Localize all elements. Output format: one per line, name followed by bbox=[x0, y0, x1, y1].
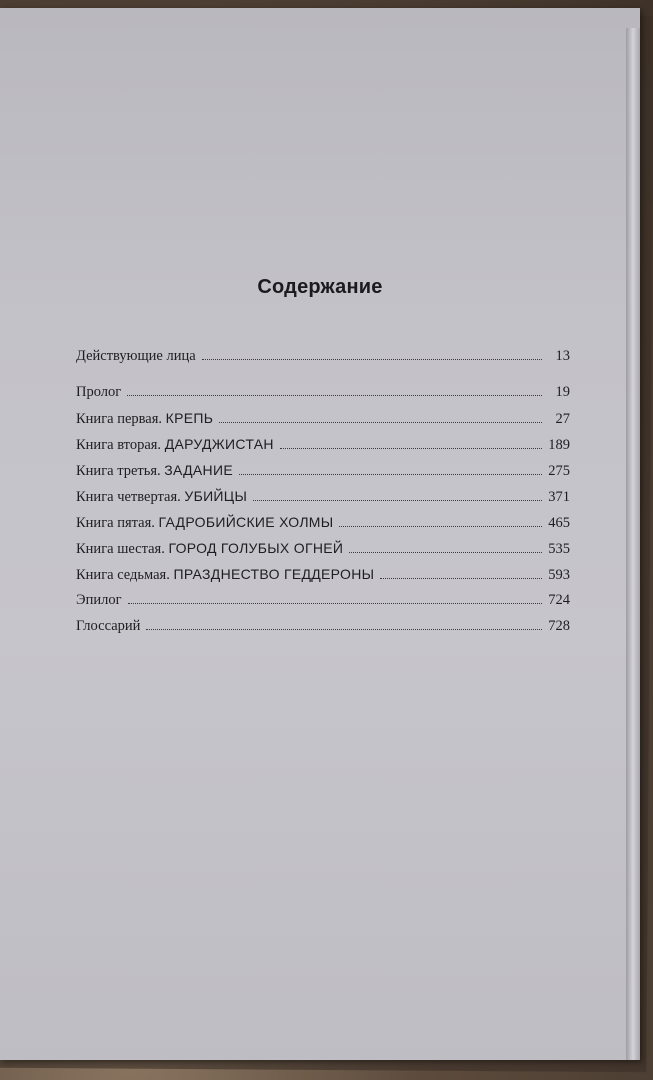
toc-entry-title: Книга третья. ЗАДАНИЕ bbox=[76, 462, 233, 479]
toc-entry[interactable] bbox=[76, 462, 570, 488]
book-page bbox=[0, 8, 640, 1060]
toc-entry[interactable] bbox=[76, 488, 570, 514]
toc-page-number: 535 bbox=[548, 541, 570, 557]
dot-leader bbox=[339, 526, 542, 527]
toc-page-number: 189 bbox=[548, 437, 570, 453]
page-edge bbox=[626, 28, 640, 1060]
toc-entry-title: Действующие лица bbox=[76, 348, 196, 364]
toc-entry[interactable] bbox=[76, 618, 570, 644]
toc-entry[interactable] bbox=[76, 348, 570, 374]
toc-entry-title: Книга четвертая. УБИЙЦЫ bbox=[76, 488, 248, 505]
dot-leader bbox=[349, 552, 542, 553]
toc-entry-title: Книга шестая. ГОРОД ГОЛУБЫХ ОГНЕЙ bbox=[76, 540, 344, 557]
toc-page-number: 728 bbox=[548, 618, 570, 634]
dot-leader bbox=[253, 500, 542, 501]
toc-entry-title: Книга первая. КРЕПЬ bbox=[76, 410, 214, 427]
dot-leader bbox=[239, 474, 542, 475]
dot-leader bbox=[380, 578, 542, 579]
toc-entry[interactable] bbox=[76, 540, 570, 566]
toc-entry-title: Книга пятая. ГАДРОБИЙСКИЕ ХОЛМЫ bbox=[76, 514, 334, 531]
toc-entry[interactable] bbox=[76, 410, 570, 436]
toc-entry-title: Эпилог bbox=[76, 592, 122, 608]
toc-entry-title: Книга седьмая. ПРАЗДНЕСТВО ГЕДДЕРОНЫ bbox=[76, 566, 375, 583]
toc-page-number: 27 bbox=[555, 411, 570, 427]
dot-leader bbox=[202, 359, 542, 360]
dot-leader bbox=[280, 448, 542, 449]
toc-entry[interactable] bbox=[76, 436, 570, 462]
toc-page-number: 275 bbox=[548, 463, 570, 479]
dot-leader bbox=[146, 629, 542, 630]
table-of-contents bbox=[76, 348, 570, 644]
toc-entry-title: Глоссарий bbox=[76, 618, 141, 634]
toc-entry-title: Книга вторая. ДАРУДЖИСТАН bbox=[76, 436, 274, 453]
toc-entry[interactable] bbox=[76, 592, 570, 618]
dot-leader bbox=[127, 395, 542, 396]
page-title: Содержание bbox=[257, 276, 383, 298]
toc-page-number: 465 bbox=[548, 515, 570, 531]
toc-page-number: 13 bbox=[555, 348, 570, 364]
toc-page-number: 724 bbox=[548, 592, 570, 608]
toc-page-number: 19 bbox=[555, 384, 570, 400]
toc-page-number: 593 bbox=[548, 567, 570, 583]
dot-leader bbox=[219, 422, 542, 423]
toc-entry[interactable] bbox=[76, 514, 570, 540]
toc-entry-title: Пролог bbox=[76, 384, 122, 400]
toc-page-number: 371 bbox=[548, 489, 570, 505]
toc-entry[interactable] bbox=[76, 384, 570, 410]
dot-leader bbox=[128, 603, 542, 604]
toc-entry[interactable] bbox=[76, 566, 570, 592]
